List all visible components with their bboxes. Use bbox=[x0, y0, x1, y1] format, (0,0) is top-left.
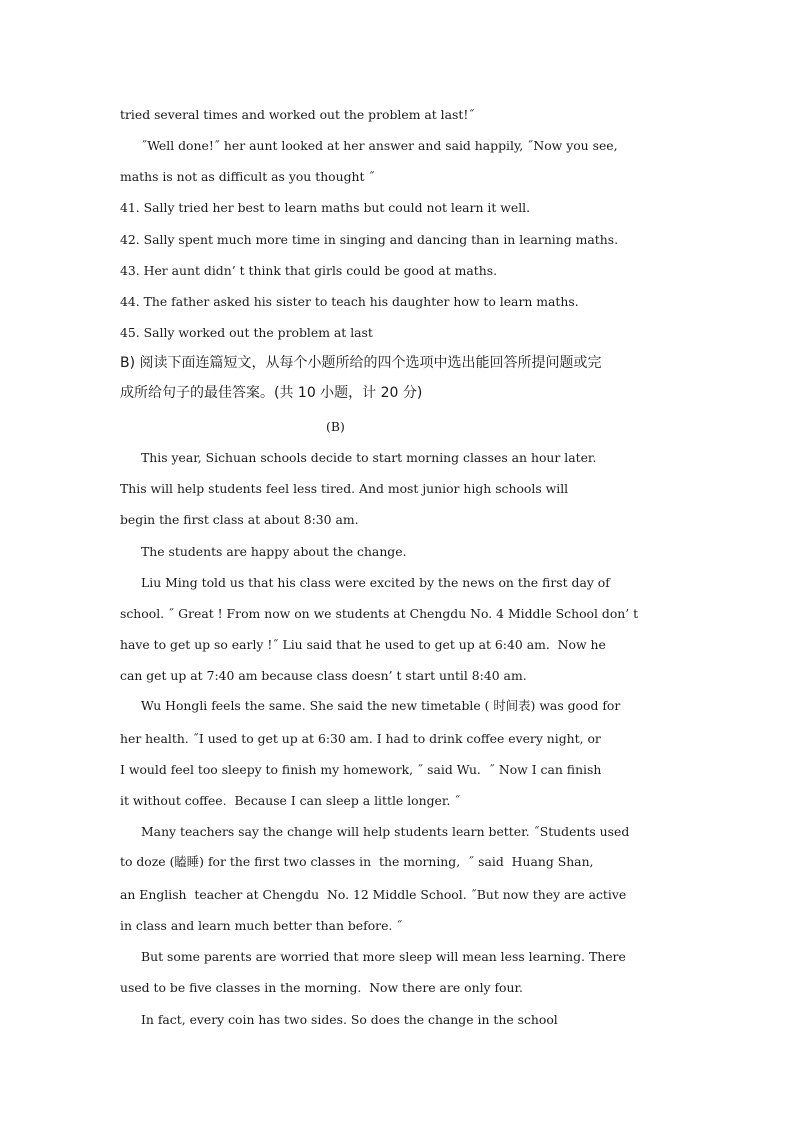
passage-line: in class and learn much better than before. ˝ bbox=[120, 918, 403, 933]
passage-line: In fact, every coin has two sides. So does the change in the school bbox=[141, 1012, 558, 1027]
passage-line: Liu Ming told us that his class were excited by the news on the first day of bbox=[141, 575, 610, 590]
passage-line: But some parents are worried that more sleep will mean less learning. There bbox=[141, 949, 626, 964]
question-43: 43. Her aunt didn’ t think that girls could be good at maths. bbox=[120, 263, 498, 278]
text-line: tried several times and worked out the problem at last!˝ bbox=[120, 107, 475, 122]
passage-line: Many teachers say the change will help students learn better. ˝Students used bbox=[141, 824, 630, 839]
passage-line: This year, Sichuan schools decide to start morning classes an hour later. bbox=[141, 450, 597, 465]
question-41: 41. Sally tried her best to learn maths but could not learn it well. bbox=[120, 200, 531, 215]
passage-line: begin the first class at about 8:30 am. bbox=[120, 512, 359, 527]
question-44: 44. The father asked his sister to teach his daughter how to learn maths. bbox=[120, 294, 579, 309]
text-line: ˝Well done!˝ her aunt looked at her answer and said happily, ˝Now you see, bbox=[141, 138, 618, 153]
question-45: 45. Sally worked out the problem at last bbox=[120, 325, 373, 340]
passage-line: The students are happy about the change. bbox=[141, 544, 407, 559]
question-42: 42. Sally spent much more time in singing and dancing than in learning maths. bbox=[120, 232, 619, 247]
passage-line: can get up at 7:40 am because class doesn’ t start until 8:40 am. bbox=[120, 668, 527, 683]
passage-line: it without coffee. Because I can sleep a little longer. ˝ bbox=[120, 793, 461, 808]
passage-line: to doze (瞌睡) for the first two classes in the morning, ˝ said Huang Shan, bbox=[120, 854, 594, 869]
section-b-instructions-cont: 成所给句子的最佳答案。(共 10 小题，计 20 分) bbox=[120, 385, 423, 401]
text-line: maths is not as difficult as you thought ˝ bbox=[120, 169, 375, 184]
passage-line: have to get up so early !˝ Liu said that he used to get up at 6:40 am. Now he bbox=[120, 637, 606, 652]
passage-heading: (B) bbox=[326, 419, 345, 434]
passage-line: her health. ˝I used to get up at 6:30 am. I had to drink coffee every night, or bbox=[120, 731, 601, 746]
passage-line: school. ˝ Great ! From now on we students at Chengdu No. 4 Middle School don’ t bbox=[120, 606, 639, 621]
passage-line: I would feel too sleepy to finish my homework, ˝ said Wu. ˝ Now I can finish bbox=[120, 762, 602, 777]
passage-line: Wu Hongli feels the same. She said the new timetable ( 时间表) was good for bbox=[141, 698, 621, 713]
section-b-instructions: B) 阅读下面连篇短文，从每个小题所给的四个选项中选出能回答所提问题或完 bbox=[120, 355, 602, 371]
passage-line: an English teacher at Chengdu No. 12 Middle School. ˝But now they are active bbox=[120, 887, 627, 902]
passage-line: This will help students feel less tired. And most junior high schools will bbox=[120, 481, 569, 496]
passage-line: used to be five classes in the morning. Now there are only four. bbox=[120, 980, 523, 995]
